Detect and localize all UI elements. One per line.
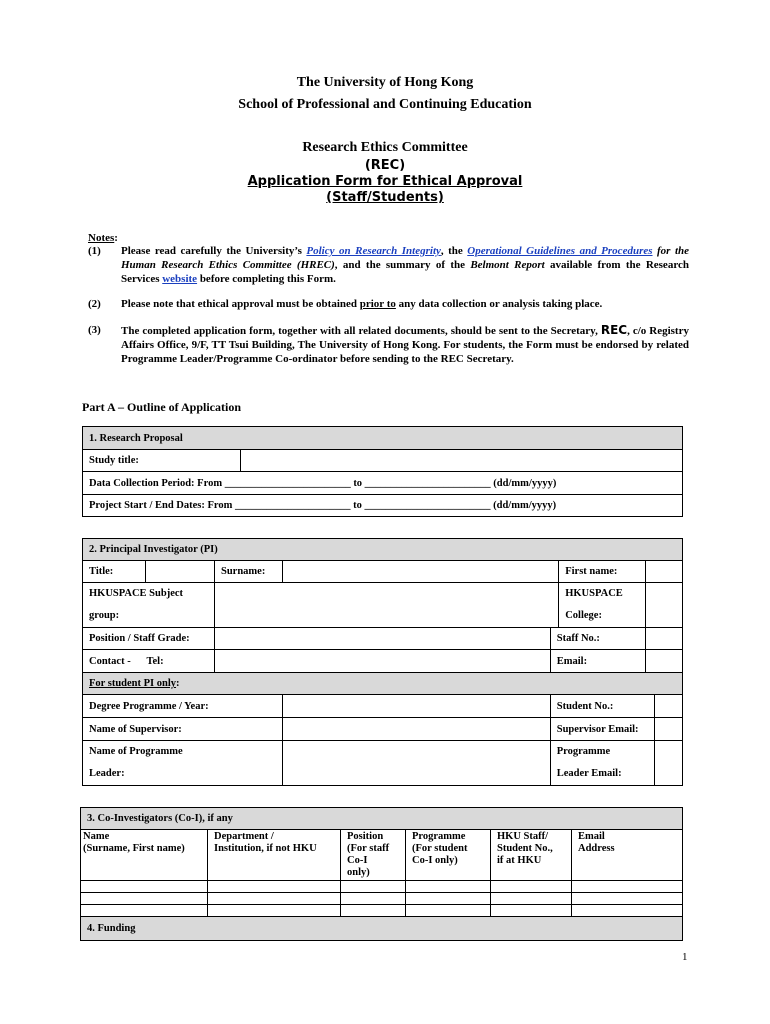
- coi-cell[interactable]: [341, 881, 406, 893]
- note-2-text-b: any data collection or analysis taking place.: [395, 298, 603, 310]
- col-email-header: [572, 830, 683, 881]
- college-label: [559, 583, 646, 628]
- note-3-rec: REC: [600, 323, 628, 337]
- note-3-text-a: The completed application form, together with all related documents, should be sent to the Secretary,: [121, 325, 601, 337]
- table-row: [81, 881, 683, 893]
- coi-cell[interactable]: [81, 893, 208, 905]
- leader-email-field[interactable]: [654, 741, 682, 786]
- pi-firstname-field[interactable]: [646, 561, 683, 583]
- coi-cell[interactable]: [208, 881, 341, 893]
- coi-cell[interactable]: [572, 905, 683, 917]
- col-position-line1: Position: [347, 831, 384, 842]
- note-1-text-a: Please read carefully the University’s: [121, 245, 307, 257]
- student-pi-subheading: [83, 673, 683, 695]
- col-department-line1: Department /: [214, 831, 274, 842]
- section-3-title: 3. Co-Investigators (Co-I), if any: [81, 808, 683, 830]
- tel-field[interactable]: [215, 650, 551, 673]
- coi-cell[interactable]: [491, 893, 572, 905]
- note-2-number: (2): [88, 298, 101, 310]
- note-2-prior-to: prior to: [359, 298, 396, 310]
- college-field[interactable]: [646, 583, 683, 628]
- coi-cell[interactable]: [341, 905, 406, 917]
- student-pi-colon: :: [176, 678, 180, 689]
- pi-surname-field[interactable]: [283, 561, 559, 583]
- col-programme-header: [406, 830, 491, 881]
- col-name-line1: Name: [83, 831, 110, 842]
- pi-firstname-label: First name:: [559, 561, 646, 583]
- coi-cell[interactable]: [406, 893, 491, 905]
- leader-email-line1: Programme: [556, 746, 611, 757]
- note-3-text-b: , c/o Registry Affairs Office, 9/F, TT Tsui Building, The University of Hong Kong. For students, the Form must be endorsed by related Programme Leader/Programme Co-ordinator before sending to the REC Secretary.: [121, 325, 689, 365]
- committee-name: Research Ethics Committee: [302, 140, 468, 155]
- leader-email-line2: Leader Email:: [556, 768, 622, 779]
- study-title-field[interactable]: [241, 450, 683, 472]
- coi-cell[interactable]: [572, 881, 683, 893]
- leader-email-label: [550, 741, 654, 786]
- contact-tel-label: [83, 650, 215, 673]
- pi-title-field[interactable]: [146, 561, 215, 583]
- notes-label: Notes: [88, 232, 115, 244]
- note-1-body: [121, 244, 689, 286]
- position-field[interactable]: [215, 628, 551, 650]
- form-audience: (Staff/Students): [326, 190, 444, 205]
- note-2-text-a: Please note that ethical approval must be obtained: [121, 298, 360, 310]
- supervisor-email-field[interactable]: [654, 718, 682, 741]
- programme-leader-field[interactable]: [283, 741, 551, 786]
- col-staff-no-header: [491, 830, 572, 881]
- student-no-field[interactable]: [654, 695, 682, 718]
- col-name-header: [81, 830, 208, 881]
- pi-surname-label: Surname:: [215, 561, 283, 583]
- supervisor-field[interactable]: [283, 718, 551, 741]
- committee-abbr: (REC): [364, 158, 406, 173]
- note-1-text-d: , and the summary of the: [334, 259, 471, 271]
- student-no-label: Student No.:: [550, 695, 654, 718]
- table-row: [81, 905, 683, 917]
- col-staff-no-line1: HKU Staff/: [497, 831, 549, 842]
- coi-cell[interactable]: [491, 881, 572, 893]
- position-label: Position / Staff Grade:: [83, 628, 215, 650]
- principal-investigator-table: [82, 538, 683, 786]
- project-dates[interactable]: Project Start / End Dates: From ______________________ to ________________________ (dd/mm/yyyy): [83, 495, 683, 517]
- college-line2: College:: [565, 610, 602, 621]
- form-title: Application Form for Ethical Approval: [247, 174, 523, 189]
- section-1-title: 1. Research Proposal: [83, 427, 683, 450]
- contact-label: Contact -: [89, 655, 131, 667]
- col-position-header: [341, 830, 406, 881]
- email-field[interactable]: [646, 650, 683, 673]
- subject-group-label: [83, 583, 215, 628]
- table-row: [81, 893, 683, 905]
- section-4-title: 4. Funding: [81, 917, 683, 941]
- section-2-title: 2. Principal Investigator (PI): [83, 539, 683, 561]
- school-name: School of Professional and Continuing Education: [238, 97, 532, 112]
- note-1-text-g: before completing this Form.: [197, 273, 336, 285]
- subject-group-line2: group:: [89, 610, 120, 621]
- col-name-line2: (Surname, First name): [83, 843, 185, 854]
- research-proposal-table: [82, 426, 683, 517]
- staff-no-field[interactable]: [646, 628, 683, 650]
- degree-label: Degree Programme / Year:: [83, 695, 283, 718]
- note-1-number: (1): [88, 245, 101, 257]
- col-position-line4: only): [347, 867, 370, 878]
- subject-group-field[interactable]: [215, 583, 559, 628]
- coi-cell[interactable]: [208, 905, 341, 917]
- student-pi-label: For student PI only: [89, 678, 177, 689]
- coi-cell[interactable]: [341, 893, 406, 905]
- pi-title-label: Title:: [83, 561, 146, 583]
- programme-leader-line2: Leader:: [89, 768, 125, 779]
- notes-colon: :: [114, 232, 118, 244]
- staff-no-label: Staff No.:: [550, 628, 645, 650]
- programme-leader-line1: Name of Programme: [89, 746, 183, 757]
- data-collection-period[interactable]: Data Collection Period: From ________________________ to ________________________ (dd/mm/yyyy): [83, 472, 683, 495]
- note-2-body: [121, 297, 689, 311]
- coi-cell[interactable]: [208, 893, 341, 905]
- degree-field[interactable]: [283, 695, 551, 718]
- policy-link[interactable]: Policy on Research Integrity: [306, 245, 441, 257]
- col-email-line1: Email: [578, 831, 605, 842]
- col-department-header: [208, 830, 341, 881]
- coi-cell[interactable]: [491, 905, 572, 917]
- note-3-body: [121, 323, 689, 366]
- page-number: 1: [682, 951, 688, 963]
- co-investigators-table: [80, 807, 683, 941]
- college-line1: HKUSPACE: [565, 588, 623, 599]
- coi-cell[interactable]: [81, 905, 208, 917]
- email-label: Email:: [550, 650, 645, 673]
- note-1-text-c: for the Human Research Ethics Committee (HREC): [121, 245, 690, 271]
- col-position-line3: Co-I: [347, 855, 368, 866]
- website-link[interactable]: website: [162, 273, 198, 285]
- programme-leader-label: [83, 741, 283, 786]
- tel-label: Tel:: [146, 655, 164, 667]
- coi-cell[interactable]: [406, 905, 491, 917]
- study-title-label: Study title:: [83, 450, 241, 472]
- note-3-number: (3): [88, 324, 101, 336]
- note-1-text-f: available from the Research Services: [121, 259, 689, 285]
- subject-group-line1: HKUSPACE Subject: [89, 588, 184, 599]
- col-staff-no-line3: if at HKU: [497, 855, 542, 866]
- col-position-line2: (For staff: [347, 843, 390, 854]
- coi-cell[interactable]: [81, 881, 208, 893]
- note-1-text-e: Belmont Report: [470, 259, 545, 271]
- notes-heading: [88, 231, 690, 245]
- col-email-line2: Address: [578, 843, 615, 854]
- guidelines-link[interactable]: Operational Guidelines and Procedures: [467, 245, 653, 257]
- university-name: The University of Hong Kong: [296, 75, 474, 90]
- col-programme-line1: Programme: [412, 831, 466, 842]
- supervisor-label: Name of Supervisor:: [83, 718, 283, 741]
- col-programme-line2: (For student: [412, 843, 468, 854]
- col-staff-no-line2: Student No.,: [497, 843, 553, 854]
- col-programme-line3: Co-I only): [412, 855, 458, 866]
- supervisor-email-label: Supervisor Email:: [550, 718, 654, 741]
- col-department-line2: Institution, if not HKU: [214, 843, 317, 854]
- note-1-text-b: , the: [440, 245, 468, 257]
- coi-cell[interactable]: [406, 881, 491, 893]
- coi-cell[interactable]: [572, 893, 683, 905]
- part-a-heading: Part A – Outline of Application: [82, 400, 242, 414]
